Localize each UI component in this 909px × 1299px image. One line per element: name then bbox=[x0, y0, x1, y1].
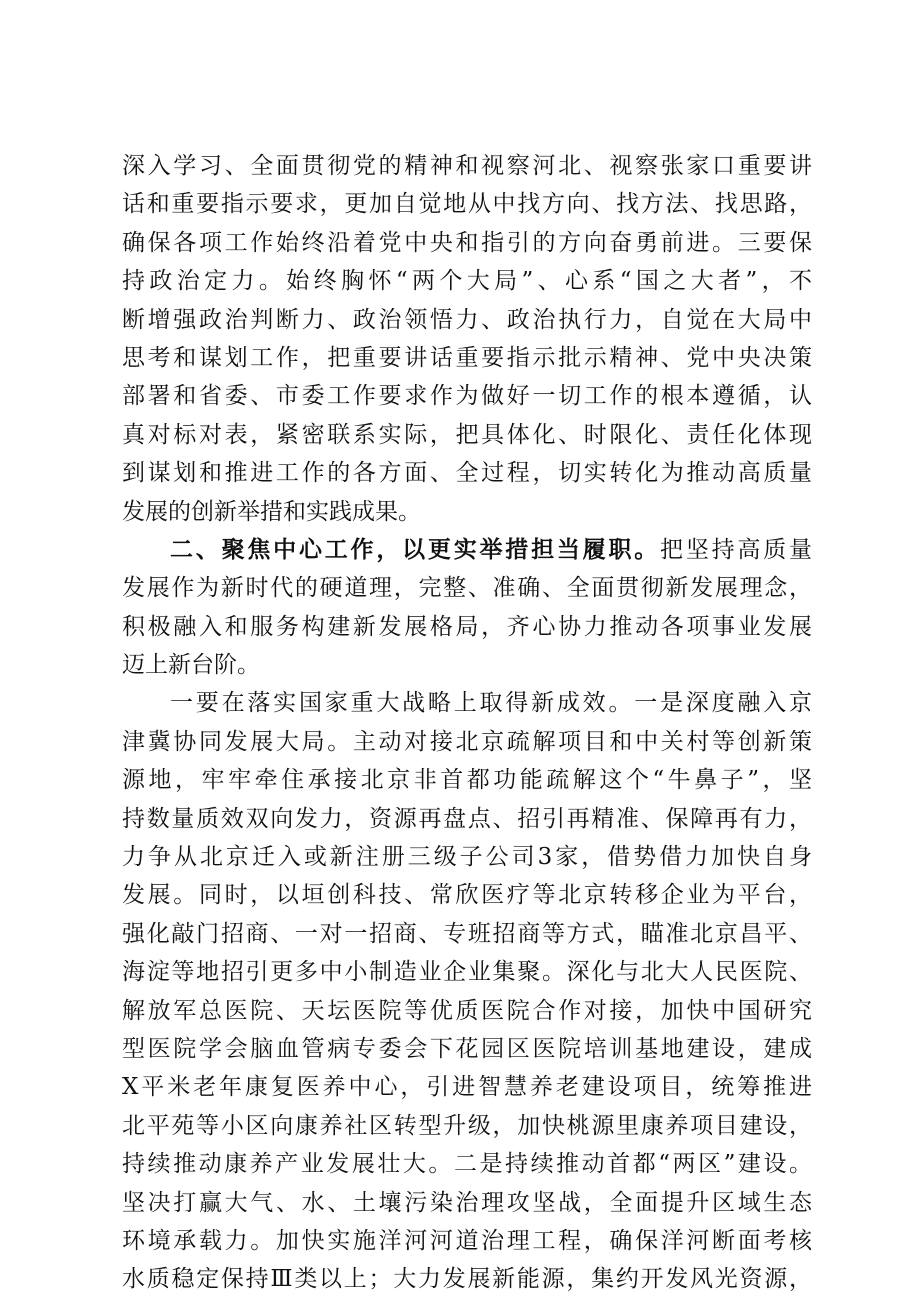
text-line: 持数量质效双向发力，资源再盘点、招引再精准、保障再有力， bbox=[122, 805, 812, 832]
text-run: 把坚持高质量 bbox=[660, 536, 813, 563]
document-body bbox=[122, 147, 812, 1299]
text-line: 部署和省委、市委工作要求作为做好一切工作的根本遵循，认 bbox=[122, 383, 812, 410]
text-line: 力争从北京迁入或新注册三级子公司3家，借势借力加快自身 bbox=[122, 844, 812, 871]
text-line: 发展的创新举措和实践成果。 bbox=[122, 498, 421, 525]
text-line: 北平苑等小区向康养社区转型升级，加快桃源里康养项目建设， bbox=[122, 1112, 812, 1139]
paragraph-2 bbox=[122, 531, 812, 685]
text-line: 坚决打赢大气、水、土壤污染治理攻坚战，全面提升区域生态 bbox=[122, 1189, 812, 1216]
paragraph-3 bbox=[122, 684, 812, 1298]
text-line: 确保各项工作始终沿着党中央和指引的方向奋勇前进。三要保 bbox=[122, 229, 812, 256]
text-line: 海淀等地招引更多中小制造业企业集聚。深化与北大人民医院、 bbox=[122, 959, 812, 986]
text-line: X平米老年康复医养中心，引进智慧养老建设项目，统筹推进 bbox=[122, 1074, 812, 1101]
text-line: 积极融入和服务构建新发展格局，齐心协力推动各项事业发展 bbox=[122, 613, 812, 640]
text-line: 型医院学会脑血管病专委会下花园区医院培训基地建设，建成 bbox=[122, 1035, 812, 1062]
section-heading: 二、聚焦中心工作，以更实举措担当履职。 bbox=[170, 536, 661, 563]
text-line: 话和重要指示要求，更加自觉地从中找方向、找方法、找思路， bbox=[122, 191, 812, 218]
text-line: 深入学习、全面贯彻党的精神和视察河北、视察张家口重要讲 bbox=[122, 153, 812, 179]
text-line: 持政治定力。始终胸怀“两个大局”、心系“国之大者”，不 bbox=[122, 268, 812, 295]
text-line: 到谋划和推进工作的各方面、全过程，切实转化为推动高质量 bbox=[122, 460, 812, 487]
text-line-first bbox=[122, 531, 812, 569]
text-line: 强化敲门招商、一对一招商、专班招商等方式，瞄准北京昌平、 bbox=[122, 920, 812, 947]
text-line: 思考和谋划工作，把重要讲话重要指示批示精神、党中央决策 bbox=[122, 344, 812, 371]
text-line: 津冀协同发展大局。主动对接北京疏解项目和中关村等创新策 bbox=[122, 728, 812, 755]
text-line: 持续推动康养产业发展壮大。二是持续推动首都“两区”建设。 bbox=[122, 1151, 812, 1178]
text-line: 水质稳定保持Ⅲ类以上；大力发展新能源，集约开发风光资源， bbox=[122, 1266, 812, 1293]
text-line: 断增强政治判断力、政治领悟力、政治执行力，自觉在大局中 bbox=[122, 306, 812, 333]
text-line: 源地，牢牢牵住承接北京非首都功能疏解这个“牛鼻子”，坚 bbox=[122, 767, 812, 794]
text-line: 发展作为新时代的硬道理，完整、准确、全面贯彻新发展理念， bbox=[122, 575, 812, 602]
text-line: 发展。同时，以垣创科技、常欣医疗等北京转移企业为平台， bbox=[122, 882, 812, 909]
paragraph-1 bbox=[122, 147, 812, 531]
text-line: 环境承载力。加快实施洋河河道治理工程，确保洋河断面考核 bbox=[122, 1227, 812, 1254]
text-line-first: 一要在落实国家重大战略上取得新成效。一是深度融入京 bbox=[170, 690, 812, 717]
text-line: 迈上新台阶。 bbox=[122, 652, 260, 679]
text-line: 真对标对表，紧密联系实际，把具体化、时限化、责任化体现 bbox=[122, 421, 812, 448]
text-line: 解放军总医院、天坛医院等优质医院合作对接，加快中国研究 bbox=[122, 997, 812, 1024]
